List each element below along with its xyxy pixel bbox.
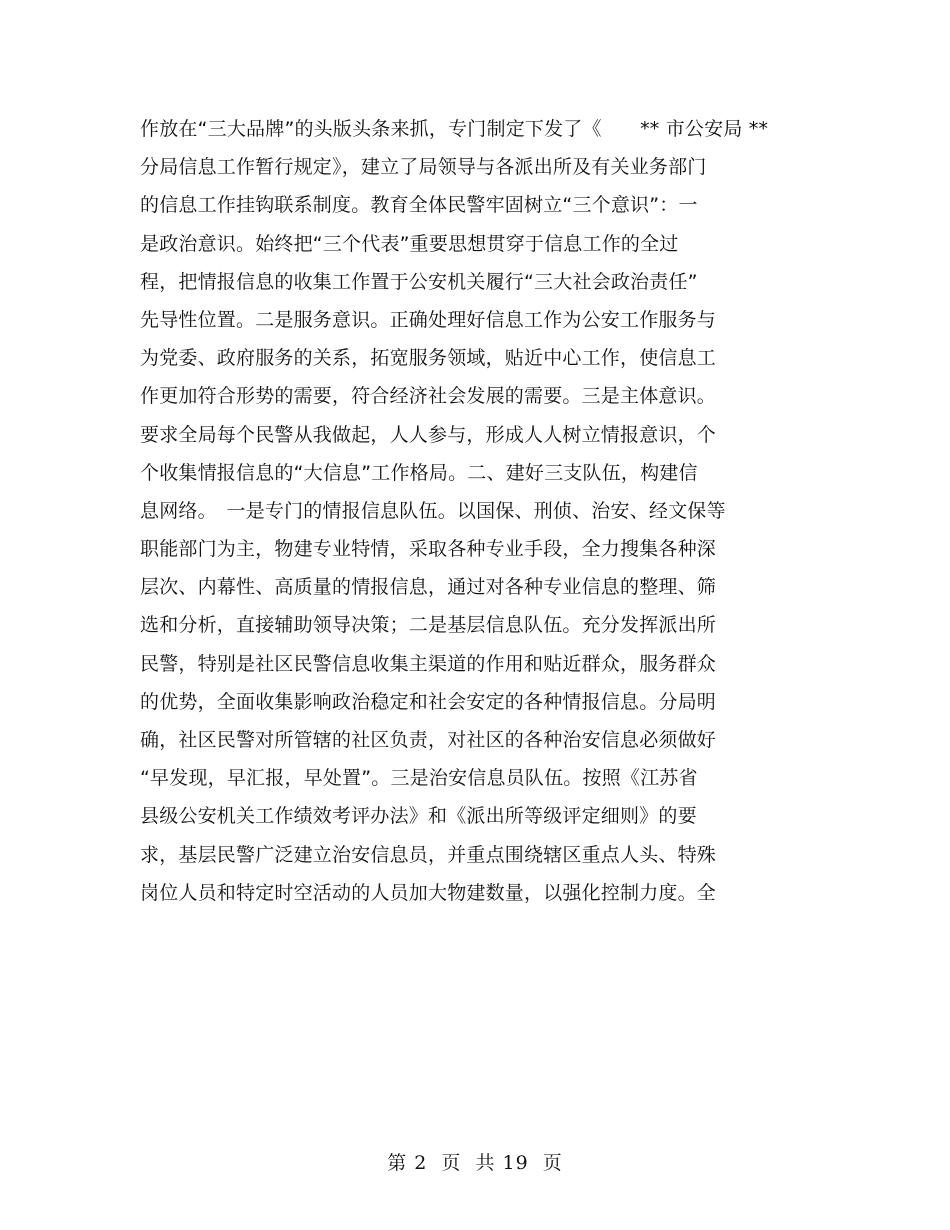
text-line: 层次、内幕性、高质量的情报信息，通过对各种专业信息的整理、筛 [140,576,717,599]
text-line: 岗位人员和特定时空活动的人员加大物建数量，以强化控制力度。全 [140,881,717,904]
text-line: 个收集情报信息的“大信息”工作格局。二、建好三支队伍，构建信 [140,461,698,484]
text-line: 要求全局每个民警从我做起，人人参与，形成人人树立情报意识，个 [140,423,717,446]
text-line: 县级公安机关工作绩效考评办法》和《派出所等级评定细则》的要 [140,805,697,828]
text-line: 作放在“三大品牌”的头版头条来抓，专门制定下发了《 ** 市公安局 ** [140,118,769,140]
text-line: 的优势，全面收集影响政治稳定和社会安定的各种情报信息。分局明 [140,690,717,713]
text-line: 分局信息工作暂行规定》，建立了局领导与各派出所及有关业务部门 [140,156,707,179]
text-line: 选和分析，直接辅助领导决策；二是基层信息队伍。充分发挥派出所 [140,614,717,637]
page-number: 第 2 页 共 19 页 [387,1152,563,1174]
text-line: 职能部门为主，物建专业特情，采取各种专业手段，全力搜集各种深 [140,538,717,561]
body-text [140,110,840,912]
text-line: 程，把情报信息的收集工作置于公安机关履行“三大社会政治责任” [140,270,698,293]
text-line: 为党委、政府服务的关系，拓宽服务领域，贴近中心工作，使信息工 [140,347,717,370]
text-line: 求，基层民警广泛建立治安信息员，并重点围绕辖区重点人头、特殊 [140,843,717,866]
text-line: “早发现，早汇报，早处置”。三是治安信息员队伍。按照《江苏省 [140,767,698,790]
text-line: 息网络。 一是专门的情报信息队伍。以国保、刑侦、治安、经文保等 [140,499,726,522]
page-footer [0,1148,950,1175]
text-line: 确，社区民警对所管辖的社区负责，对社区的各种治安信息必须做好 [140,729,717,751]
text-line: 民警，特别是社区民警信息收集主渠道的作用和贴近群众，服务群众 [140,652,717,675]
text-line: 的信息工作挂钩联系制度。教育全体民警牢固树立“三个意识”：一 [140,194,698,217]
text-line: 作更加符合形势的需要，符合经济社会发展的需要。三是主体意识。 [140,385,717,408]
text-line: 是政治意识。始终把“三个代表”重要思想贯穿于信息工作的全过 [140,232,679,255]
text-line: 先导性位置。二是服务意识。正确处理好信息工作为公安工作服务与 [140,308,717,331]
